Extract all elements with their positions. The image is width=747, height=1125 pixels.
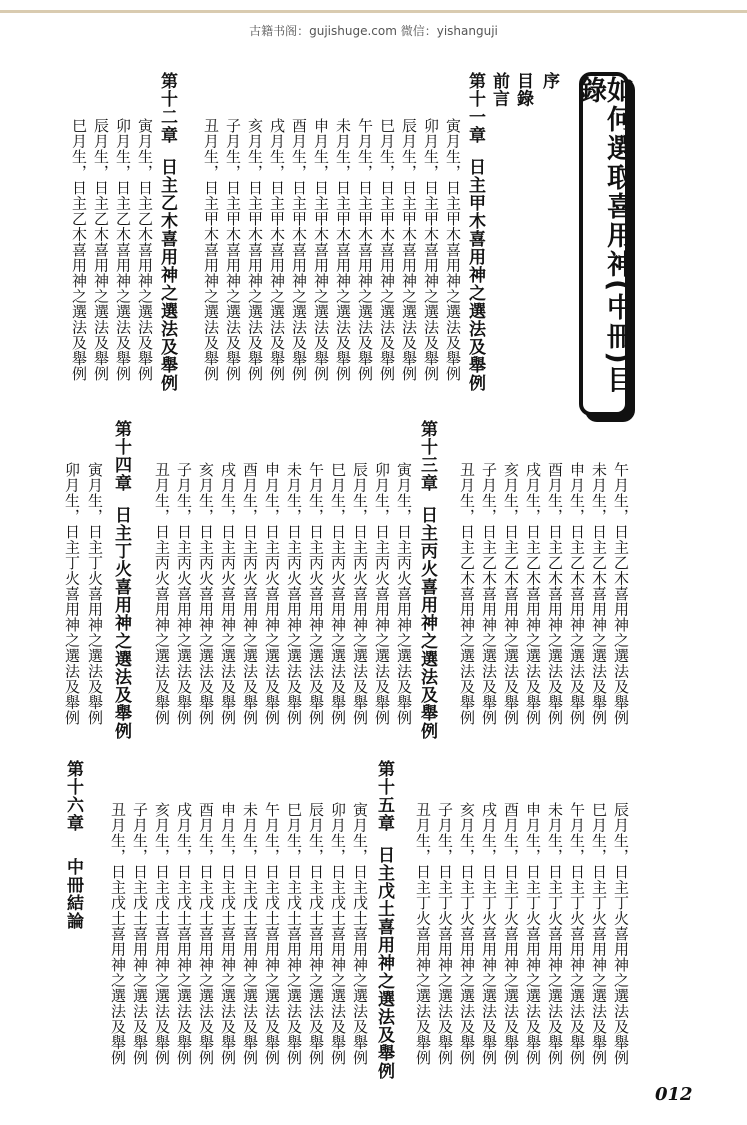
- toc-entry[interactable]: 巳月生，日主丙火喜用神之選法及舉例: [329, 462, 347, 726]
- toc-entry[interactable]: 未月生，日主丁火喜用神之選法及舉例: [546, 802, 564, 1066]
- toc-entry[interactable]: 巳月生，日主甲木喜用神之選法及舉例: [378, 118, 396, 382]
- toc-entry[interactable]: 寅月生，日主丁火喜用神之選法及舉例: [86, 462, 104, 726]
- toc-entry[interactable]: 巳月生，日主丁火喜用神之選法及舉例: [590, 802, 608, 1066]
- toc-entry[interactable]: 寅月生，日主乙木喜用神之選法及舉例: [136, 118, 154, 382]
- toc-entry[interactable]: 丑月生，日主乙木喜用神之選法及舉例: [458, 462, 476, 726]
- toc-entry[interactable]: 申月生，日主乙木喜用神之選法及舉例: [568, 462, 586, 726]
- toc-entry[interactable]: 卯月生，日主丁火喜用神之選法及舉例: [63, 462, 81, 726]
- chapter-15-title: 日主戊土喜用神之選法及舉例: [374, 846, 394, 1080]
- toc-entry[interactable]: 申月生，日主戊土喜用神之選法及舉例: [219, 802, 237, 1066]
- toc-entry[interactable]: 午月生，日主丁火喜用神之選法及舉例: [568, 802, 586, 1066]
- toc-entry[interactable]: 卯月生，日主甲木喜用神之選法及舉例: [422, 118, 440, 382]
- toc-entry[interactable]: 酉月生，日主乙木喜用神之選法及舉例: [546, 462, 564, 726]
- chapter-12-heading[interactable]: [158, 72, 175, 392]
- toc-entry[interactable]: 未月生，日主乙木喜用神之選法及舉例: [590, 462, 608, 726]
- page-number: 012: [655, 1084, 693, 1105]
- chapter-13-number: 第十三章: [417, 420, 437, 492]
- toc-entry[interactable]: 辰月生，日主丙火喜用神之選法及舉例: [351, 462, 369, 726]
- chapter-12-number: 第十二章: [157, 72, 177, 144]
- toc-entry[interactable]: 午月生，日主丙火喜用神之選法及舉例: [307, 462, 325, 726]
- chapter-14-heading[interactable]: [112, 420, 129, 740]
- toc-entry[interactable]: 寅月生，日主丙火喜用神之選法及舉例: [395, 462, 413, 726]
- toc-entry[interactable]: 酉月生，日主甲木喜用神之選法及舉例: [290, 118, 308, 382]
- chapter-11-title: 日主甲木喜用神之選法及舉例: [465, 158, 485, 392]
- toc-entry[interactable]: 申月生，日主丁火喜用神之選法及舉例: [524, 802, 542, 1066]
- toc-foreword[interactable]: 前言: [489, 72, 509, 107]
- toc-entry[interactable]: 戌月生，日主丙火喜用神之選法及舉例: [219, 462, 237, 726]
- toc-entry[interactable]: 子月生，日主丁火喜用神之選法及舉例: [436, 802, 454, 1066]
- chapter-15-heading[interactable]: [375, 760, 392, 1080]
- toc-entry[interactable]: 亥月生，日主乙木喜用神之選法及舉例: [502, 462, 520, 726]
- toc-entry[interactable]: 辰月生，日主戊土喜用神之選法及舉例: [307, 802, 325, 1066]
- toc-entry[interactable]: 丑月生，日主甲木喜用神之選法及舉例: [202, 118, 220, 382]
- chapter-11-heading[interactable]: [466, 72, 483, 392]
- chapter-12-title: 日主乙木喜用神之選法及舉例: [157, 158, 177, 392]
- toc-entry[interactable]: 卯月生，日主丙火喜用神之選法及舉例: [373, 462, 391, 726]
- toc-entry[interactable]: 酉月生，日主丁火喜用神之選法及舉例: [502, 802, 520, 1066]
- toc-entry[interactable]: 酉月生，日主丙火喜用神之選法及舉例: [241, 462, 259, 726]
- toc-entry[interactable]: 子月生，日主乙木喜用神之選法及舉例: [480, 462, 498, 726]
- toc-contents[interactable]: 目錄: [513, 72, 533, 107]
- top-border: [0, 10, 747, 13]
- toc-entry[interactable]: 未月生，日主丙火喜用神之選法及舉例: [285, 462, 303, 726]
- toc-entry[interactable]: 戌月生，日主丁火喜用神之選法及舉例: [480, 802, 498, 1066]
- toc-preface[interactable]: 序: [539, 72, 559, 90]
- toc-entry[interactable]: 亥月生，日主丙火喜用神之選法及舉例: [197, 462, 215, 726]
- chapter-16-heading[interactable]: [64, 760, 81, 930]
- chapter-15-number: 第十五章: [374, 760, 394, 832]
- toc-entry[interactable]: 子月生，日主戊土喜用神之選法及舉例: [131, 802, 149, 1066]
- toc-entry[interactable]: 子月生，日主甲木喜用神之選法及舉例: [224, 118, 242, 382]
- toc-entry[interactable]: 戌月生，日主戊土喜用神之選法及舉例: [175, 802, 193, 1066]
- toc-entry[interactable]: 辰月生，日主甲木喜用神之選法及舉例: [400, 118, 418, 382]
- toc-entry[interactable]: 酉月生，日主戊土喜用神之選法及舉例: [197, 802, 215, 1066]
- toc-entry[interactable]: 辰月生，日主丁火喜用神之選法及舉例: [612, 802, 630, 1066]
- toc-entry[interactable]: 未月生，日主戊土喜用神之選法及舉例: [241, 802, 259, 1066]
- toc-entry[interactable]: 子月生，日主丙火喜用神之選法及舉例: [175, 462, 193, 726]
- toc-entry[interactable]: 亥月生，日主戊土喜用神之選法及舉例: [153, 802, 171, 1066]
- page-title: 如何選取喜用神(中冊)目錄: [575, 76, 633, 395]
- toc-entry[interactable]: 午月生，日主戊土喜用神之選法及舉例: [263, 802, 281, 1066]
- chapter-14-title: 日主丁火喜用神之選法及舉例: [111, 506, 131, 740]
- toc-entry[interactable]: 戌月生，日主甲木喜用神之選法及舉例: [268, 118, 286, 382]
- toc-entry[interactable]: 寅月生，日主甲木喜用神之選法及舉例: [444, 118, 462, 382]
- page-header: 古籍书阁：gujishuge.com 微信：yishanguji: [249, 24, 498, 38]
- toc-entry[interactable]: 辰月生，日主乙木喜用神之選法及舉例: [92, 118, 110, 382]
- toc-entry[interactable]: 午月生，日主乙木喜用神之選法及舉例: [612, 462, 630, 726]
- toc-entry[interactable]: 申月生，日主丙火喜用神之選法及舉例: [263, 462, 281, 726]
- title-box: [575, 72, 633, 416]
- chapter-13-heading[interactable]: [418, 420, 435, 740]
- toc-entry[interactable]: 未月生，日主甲木喜用神之選法及舉例: [334, 118, 352, 382]
- toc-entry[interactable]: 亥月生，日主丁火喜用神之選法及舉例: [458, 802, 476, 1066]
- toc-entry[interactable]: 丑月生，日主丙火喜用神之選法及舉例: [153, 462, 171, 726]
- toc-entry[interactable]: 戌月生，日主乙木喜用神之選法及舉例: [524, 462, 542, 726]
- chapter-14-number: 第十四章: [111, 420, 131, 492]
- chapter-16-title: 中冊結論: [63, 858, 83, 930]
- toc-entry[interactable]: 巳月生，日主乙木喜用神之選法及舉例: [70, 118, 88, 382]
- toc-entry[interactable]: 巳月生，日主戊土喜用神之選法及舉例: [285, 802, 303, 1066]
- chapter-13-title: 日主丙火喜用神之選法及舉例: [417, 506, 437, 740]
- toc-entry[interactable]: 丑月生，日主丁火喜用神之選法及舉例: [414, 802, 432, 1066]
- chapter-16-number: 第十六章: [63, 760, 83, 832]
- toc-entry[interactable]: 午月生，日主甲木喜用神之選法及舉例: [356, 118, 374, 382]
- toc-entry[interactable]: 卯月生，日主戊土喜用神之選法及舉例: [329, 802, 347, 1066]
- toc-entry[interactable]: 申月生，日主甲木喜用神之選法及舉例: [312, 118, 330, 382]
- toc-entry[interactable]: 丑月生，日主戊土喜用神之選法及舉例: [109, 802, 127, 1066]
- chapter-11-number: 第十一章: [465, 72, 485, 144]
- toc-entry[interactable]: 亥月生，日主甲木喜用神之選法及舉例: [246, 118, 264, 382]
- toc-entry[interactable]: 卯月生，日主乙木喜用神之選法及舉例: [114, 118, 132, 382]
- toc-entry[interactable]: 寅月生，日主戊土喜用神之選法及舉例: [351, 802, 369, 1066]
